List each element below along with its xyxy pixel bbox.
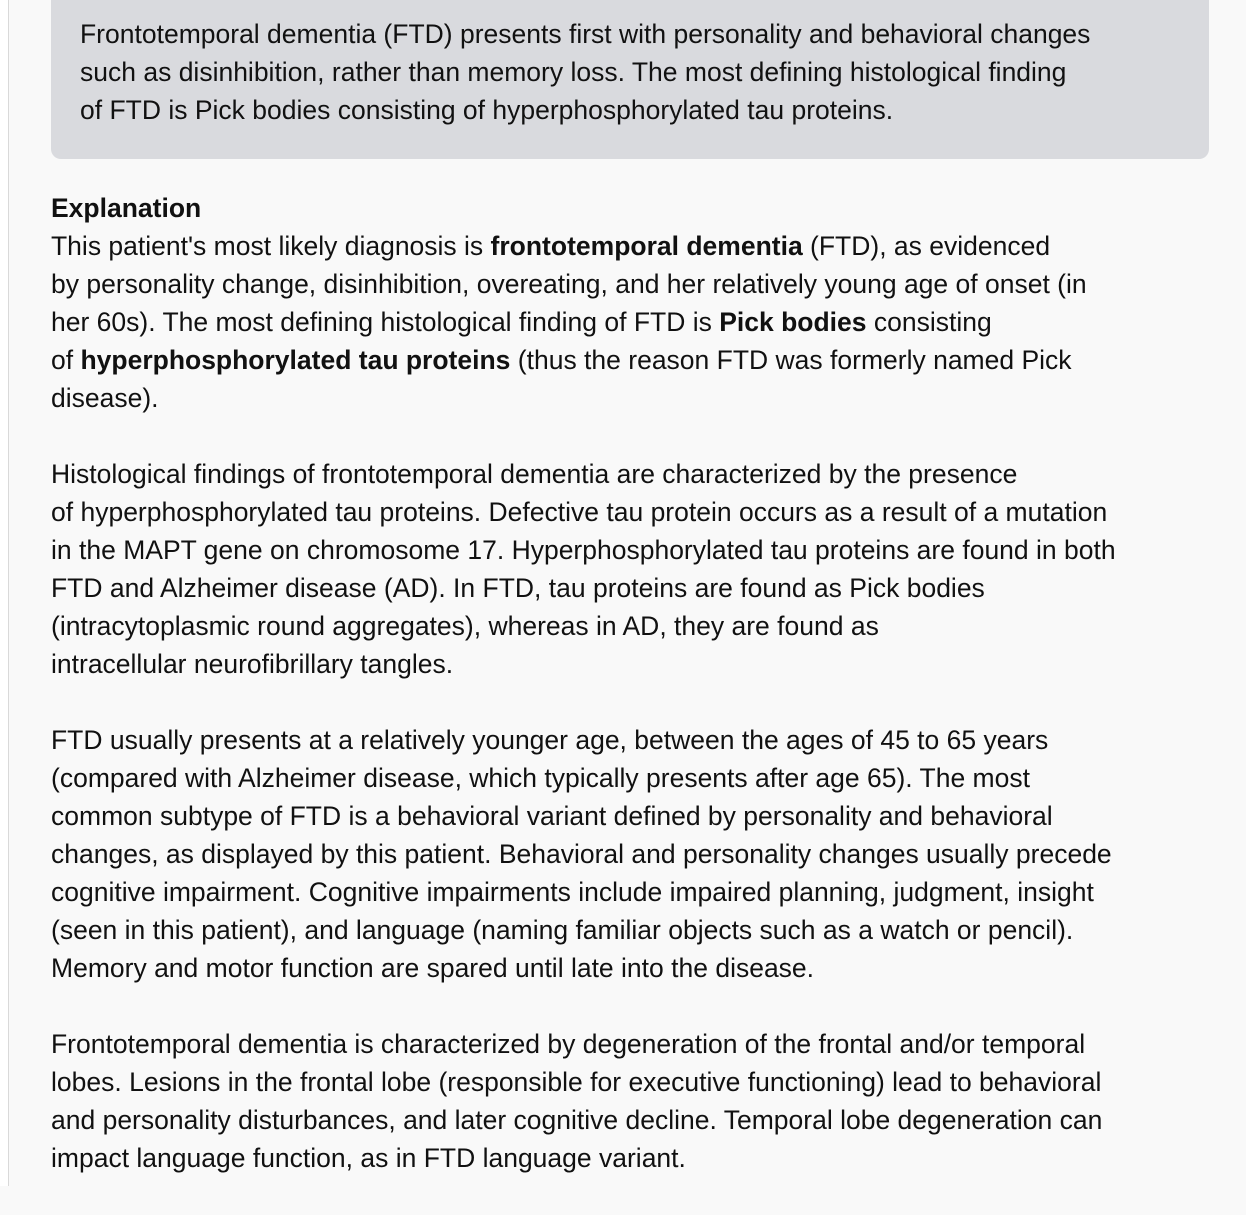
text-run: her 60s). The most defining histological finding of FTD is (51, 307, 720, 337)
text-line: (intracytoplasmic round aggregates), whereas in AD, they are found as (51, 611, 879, 641)
text-line: FTD and Alzheimer disease (AD). In FTD, tau proteins are found as Pick bodies (51, 573, 985, 603)
text-line: (seen in this patient), and language (naming familiar objects such as a watch or pencil). (51, 915, 1074, 945)
explanation-paragraph-1 (51, 227, 1211, 417)
text-line: intracellular neurofibrillary tangles. (51, 649, 454, 679)
text-line: Memory and motor function are spared until late into the disease. (51, 953, 815, 983)
text-line: common subtype of FTD is a behavioral variant defined by personality and behavioral (51, 801, 1053, 831)
text-line: cognitive impairment. Cognitive impairments include impaired planning, judgment, insight (51, 877, 1094, 907)
explanation-paragraph-3 (51, 721, 1211, 987)
text-line: in the MAPT gene on chromosome 17. Hyperphosphorylated tau proteins are found in both (51, 535, 1116, 565)
answer-line: such as disinhibition, rather than memory loss. The most defining histological finding (80, 57, 1067, 87)
explanation-heading: Explanation (51, 193, 202, 223)
text-line: lobes. Lesions in the frontal lobe (responsible for executive functioning) lead to behavioral (51, 1067, 1102, 1097)
explanation-paragraph-4 (51, 1025, 1211, 1177)
text-line (51, 341, 1211, 379)
explanation-section (51, 189, 1211, 1177)
text-run: consisting (866, 307, 992, 337)
correct-answer-box (51, 0, 1209, 159)
text-line: of hyperphosphorylated tau proteins. Defective tau protein occurs as a result of a mutation (51, 497, 1108, 527)
text-line: Histological findings of frontotemporal dementia are characterized by the presence (51, 459, 1018, 489)
answer-line: of FTD is Pick bodies consisting of hyperphosphorylated tau proteins. (80, 95, 894, 125)
text-run: (FTD), as evidenced (802, 231, 1051, 261)
bold-term-pick-bodies: Pick bodies (719, 307, 867, 337)
text-line: disease). (51, 383, 159, 413)
text-run: of (51, 345, 81, 375)
text-run: (thus the reason FTD was formerly named Pick (510, 345, 1072, 375)
text-line (51, 227, 1211, 265)
explanation-paragraph-2 (51, 455, 1211, 683)
explanation-panel (51, 0, 1211, 1215)
text-run: This patient's most likely diagnosis is (51, 231, 491, 261)
bold-term-hyperphosphorylated-tau: hyperphosphorylated tau proteins (80, 345, 511, 375)
left-border (0, 0, 9, 1186)
text-line: Frontotemporal dementia is characterized by degeneration of the frontal and/or temporal (51, 1029, 1086, 1059)
text-line: (compared with Alzheimer disease, which typically presents after age 65). The most (51, 763, 1030, 793)
bold-term-frontotemporal-dementia: frontotemporal dementia (490, 231, 803, 261)
text-line: and personality disturbances, and later cognitive decline. Temporal lobe degeneration can (51, 1105, 1103, 1135)
text-line: changes, as displayed by this patient. Behavioral and personality changes usually precede (51, 839, 1112, 869)
answer-line: Frontotemporal dementia (FTD) presents first with personality and behavioral changes (80, 19, 1091, 49)
text-line: by personality change, disinhibition, overeating, and her relatively young age of onset (in (51, 269, 1087, 299)
text-line: impact language function, as in FTD language variant. (51, 1143, 686, 1173)
text-line (51, 303, 1211, 341)
text-line: FTD usually presents at a relatively younger age, between the ages of 45 to 65 years (51, 725, 1049, 755)
